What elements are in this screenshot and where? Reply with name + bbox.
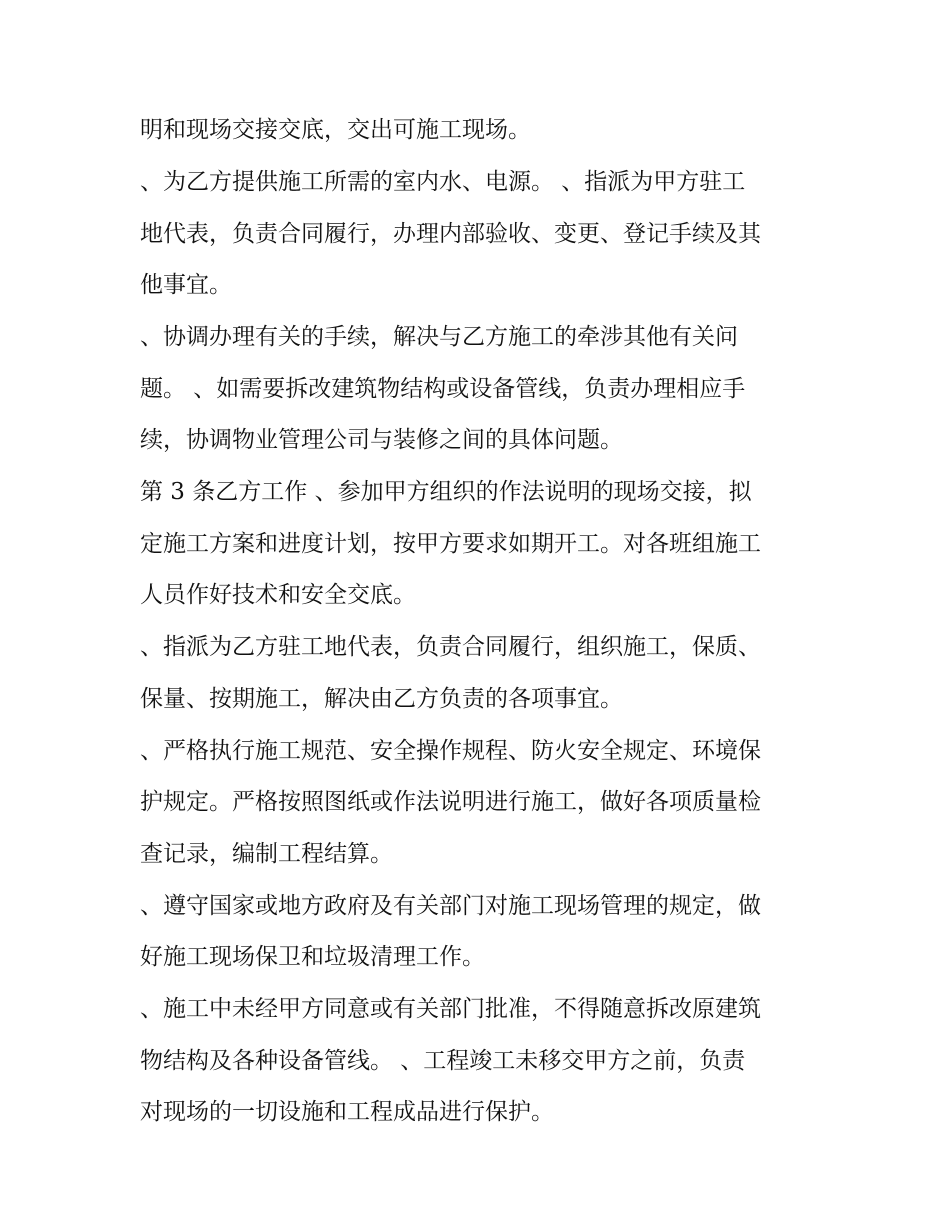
text-line: 、为乙方提供施工所需的室内水、电源。 、指派为甲方驻工 (140, 169, 746, 195)
text-line: 明和现场交接交底，交出可施工现场。 (140, 117, 531, 143)
text-line: 、指派为乙方驻工地代表，负责合同履行，组织施工，保质、 (140, 634, 761, 660)
text-line: 对现场的一切设施和工程成品进行保护。 (140, 1099, 554, 1125)
text-line: 第 3 条乙方工作 、参加甲方组织的作法说明的现场交接，拟 (140, 479, 752, 505)
text-line: 查记录，编制工程结算。 (140, 841, 393, 867)
text-line: 他事宜。 (140, 272, 232, 298)
text-line: 护规定。严格按照图纸或作法说明进行施工，做好各项质量检 (140, 789, 761, 815)
text-line: 地代表，负责合同履行，办理内部验收、变更、登记手续及其 (140, 221, 761, 247)
text-line: 保量、按期施工，解决由乙方负责的各项事宜。 (140, 686, 623, 712)
text-line: 定施工方案和进度计划，按甲方要求如期开工。对各班组施工 (140, 531, 761, 557)
text-line: 、协调办理有关的手续，解决与乙方施工的牵涉其他有关问 (140, 324, 738, 350)
text-line: 、严格执行施工规范、安全操作规程、防火安全规定、环境保 (140, 738, 761, 764)
text-line: 好施工现场保卫和垃圾清理工作。 (140, 944, 485, 970)
text-line: 题。 、如需要拆改建筑物结构或设备管线，负责办理相应手 (140, 376, 746, 402)
text-line: 人员作好技术和安全交底。 (140, 582, 416, 608)
text-line: 、遵守国家或地方政府及有关部门对施工现场管理的规定，做 (140, 893, 761, 919)
text-line: 续，协调物业管理公司与装修之间的具体问题。 (140, 427, 623, 453)
text-line: 物结构及各种设备管线。 、工程竣工未移交甲方之前，负责 (140, 1048, 746, 1074)
text-line: 、施工中未经甲方同意或有关部门批准，不得随意拆改原建筑 (140, 996, 761, 1022)
